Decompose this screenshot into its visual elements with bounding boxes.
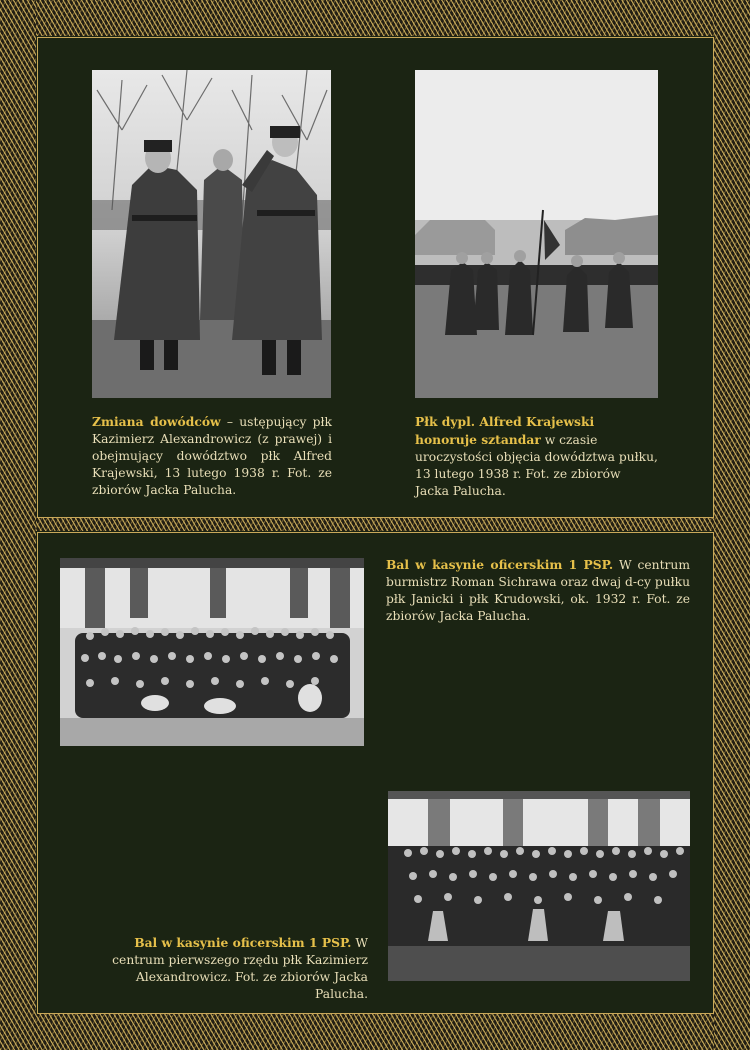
photo-officers-ball-1932	[60, 558, 364, 746]
caption-banner	[415, 413, 658, 500]
caption-body: W centrum pierwszego rzędu płk Kazimierz Alexandrowicz. Fot. ze zbiorów Jacka Palucha.	[112, 936, 368, 1001]
border-bottom	[0, 1014, 750, 1050]
caption-ball-alexandrowicz	[80, 934, 368, 1003]
border-right	[714, 0, 750, 1050]
caption-commanders	[92, 413, 332, 499]
caption-title: Bal w kasynie oficerskim 1 PSP.	[134, 935, 352, 950]
border-left	[0, 0, 36, 1050]
border-top	[0, 0, 750, 36]
photo-banner-ceremony	[415, 70, 658, 398]
caption-ball-1932	[386, 556, 690, 625]
caption-title: Bal w kasynie oficerskim 1 PSP.	[386, 557, 614, 572]
border-divider	[36, 517, 714, 531]
caption-body: – ustępujący płk Kazimierz Alexandrowicz (z prawej) i obejmujący dowództwo płk Alfred Krajewski, 13 lutego 1938 r. Fot. ze zbiorów Jacka Palucha.	[92, 415, 332, 497]
caption-body: W centrum burmistrz Roman Sichrawa oraz dwaj d-cy pułku płk Janicki i płk Krudowski, ok. 1932 r. Fot. ze zbiorów Jacka Palucha.	[386, 558, 690, 623]
caption-body: w czasie uroczystości objęcia dowództwa pułku, 13 lutego 1938 r. Fot. ze zbiorów Jacka Palucha.	[415, 433, 658, 498]
photo-officers-ball-alexandrowicz	[388, 791, 690, 981]
caption-title: Zmiana dowódców	[92, 414, 221, 429]
caption-title: Płk dypl. Alfred Krajewski honoruje sztandar	[415, 414, 595, 447]
photo-commanders-salute	[92, 70, 331, 398]
